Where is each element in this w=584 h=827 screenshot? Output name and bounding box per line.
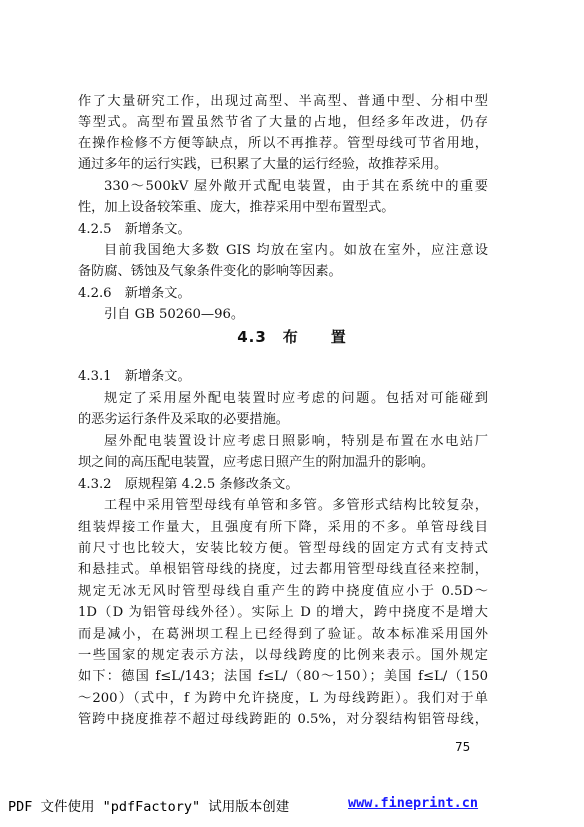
body-line: 330～500kV 屋外敞开式配电装置，由于其在系统中的重要 (104, 179, 488, 194)
clause-heading: 4.3.1 新增条文。 (78, 369, 191, 384)
body-line: 通过多年的运行实践，已积累了大量的运行经验，故推荐采用。 (78, 157, 448, 172)
body-line: 管跨中挠度推荐不超过母线跨距的 0.5%，对分裂结构铝管母线， (78, 712, 488, 727)
body-line: ～200）（式中，f 为跨中允许挠度，L 为母线跨距）。我们对于单 (78, 691, 488, 706)
body-line: 而是减小，在葛洲坝工程上已经得到了验证。故本标准采用国外 (78, 627, 488, 642)
body-line: 前尺寸也比较大，安装比较方便。管型母线的固定方式有支持式 (78, 541, 488, 556)
body-line: 备防腐、锈蚀及气象条件变化的影响等因素。 (78, 264, 342, 279)
body-line: 在操作检修不方便等缺点，所以不再推荐。管型母线可节省用地， (78, 136, 488, 151)
clause-heading: 4.2.6 新增条文。 (78, 286, 191, 301)
body-line: 工程中采用管型母线有单管和多管。多管形式结构比较复杂， (104, 498, 488, 513)
section-title: 4.3 布 置 (237, 328, 347, 346)
body-line: 等型式。高型布置虽然节省了大量的占地，但经多年改进，仍存 (78, 115, 488, 130)
body-line: 1D（D 为铝管母线外径）。实际上 D 的增大，跨中挠度不是增大 (78, 605, 488, 620)
body-line: 目前我国绝大多数 GIS 均放在室内。如放在室外，应注意设 (104, 243, 488, 258)
clause-heading: 4.3.2 原规程第 4.2.5 条修改条文。 (78, 477, 299, 492)
page-number: 75 (455, 740, 471, 754)
body-line: 规定了采用屋外配电装置时应考虑的问题。包括对可能碰到 (104, 391, 488, 406)
body-line: 作了大量研究工作，出现过高型、半高型、普通中型、分相中型 (78, 94, 488, 109)
clause-heading: 4.2.5 新增条文。 (78, 222, 191, 237)
body-line: 组装焊接工作量大，且强度有所下降，采用的不多。单管母线目 (78, 520, 488, 535)
body-line: 一些国家的规定表示方法，以母线跨度的比例来表示。国外规定 (78, 648, 488, 663)
body-line: 性，加上设备较笨重、庞大，推荐采用中型布置型式。 (78, 200, 395, 215)
body-line: 和悬挂式。单根铝管母线的挠度，过去都用管型母线直径来控制， (78, 562, 488, 577)
body-line: 规定无冰无风时管型母线自重产生的跨中挠度值应小于 0.5D～ (78, 584, 488, 599)
footer-text: PDF 文件使用 "pdfFactory" 试用版本创建 (8, 799, 290, 815)
body-line: 如下：德国 f≤L/143；法国 f≤L/（80～150）；美国 f≤L/（150 (78, 669, 488, 684)
body-line: 的恶劣运行条件及采取的必要措施。 (78, 412, 289, 427)
body-line: 坝之间的高压配电装置，应考虑日照产生的附加温升的影响。 (78, 455, 435, 470)
body-line: 屋外配电装置设计应考虑日照影响，特别是布置在水电站厂 (104, 434, 488, 449)
body-line: 引自 GB 50260—96。 (104, 307, 245, 322)
footer-link[interactable]: www.fineprint.cn (348, 795, 479, 811)
